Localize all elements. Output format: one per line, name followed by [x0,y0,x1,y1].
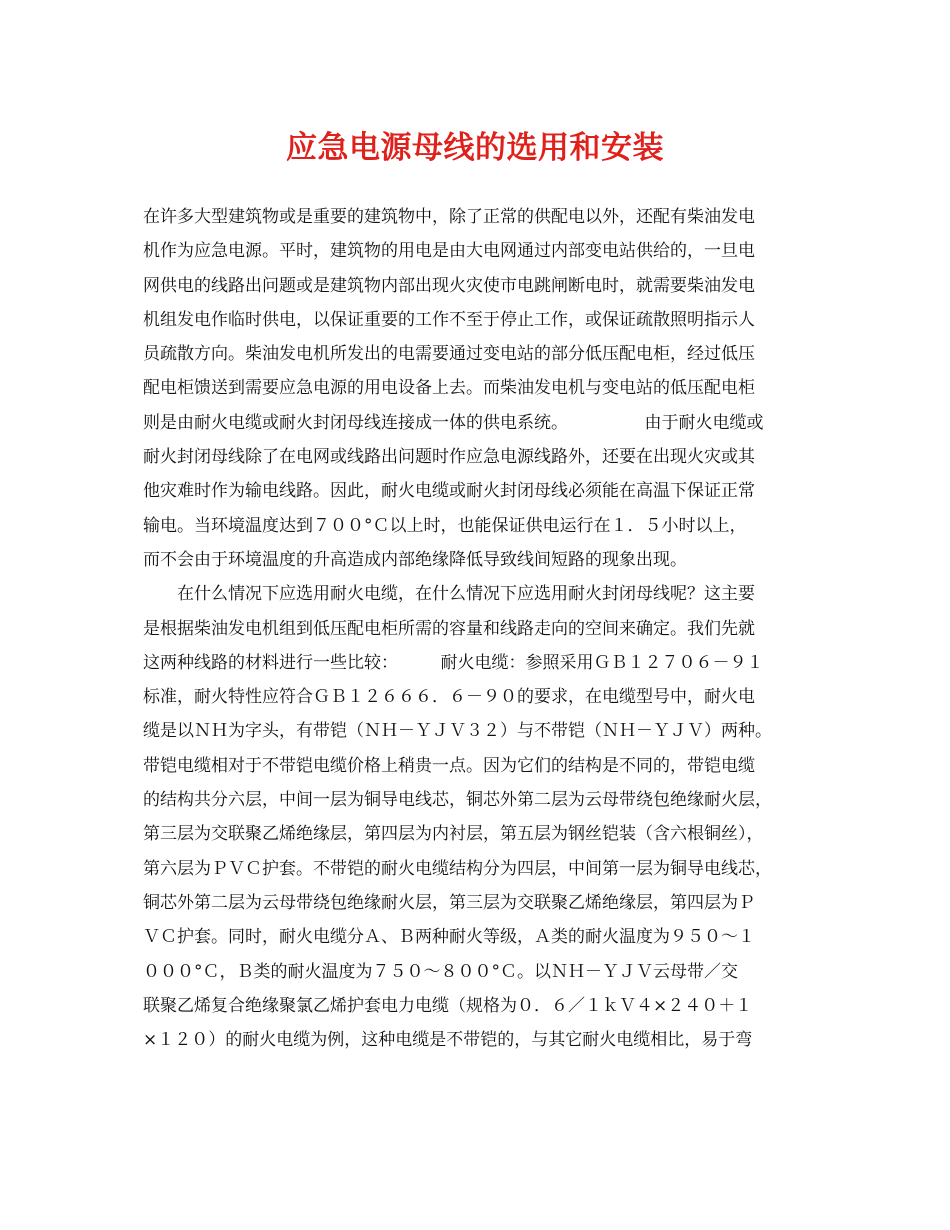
document-body [143,200,823,1057]
body-text-line: 是根据柴油发电机组到低压配电柜所需的容量和线路走向的空间来确定。我们先就 [143,618,755,639]
body-text-line: 这两种线路的材料进行一些比较： 耐火电缆：参照采用ＧＢ１２７０６－９１ [143,652,764,673]
body-text-line: 在什么情况下应选用耐火电缆，在什么情况下应选用耐火封闭母线呢？这主要 [143,584,755,605]
body-text-line: ×１２０）的耐火电缆为例，这种电缆是不带铠的，与其它耐火电缆相比，易于弯 [143,1030,753,1051]
body-text-line: ０００°Ｃ，Ｂ类的耐火温度为７５０～８００°Ｃ。以ＮＨ－ＹＪＶ云母带／交 [143,961,738,982]
body-text-line: 铜芯外第二层为云母带绕包绝缘耐火层，第三层为交联聚乙烯绝缘层，第四层为Ｐ [143,892,755,913]
body-text-line: 标准，耐火特性应符合ＧＢ１２６６６．６－９０的要求，在电缆型号中，耐火电 [143,687,755,708]
body-text-line: 输电。当环境温度达到７００°Ｃ以上时，也能保证供电运行在１．５小时以上， [143,515,747,536]
body-text-line: 他灾难时作为输电线路。因此，耐火电缆或耐火封闭母线必须能在高温下保证正常 [143,481,755,502]
body-text-line: 则是由耐火电缆或耐火封闭母线连接成一体的供电系统。 由于耐火电缆或 [143,412,764,433]
body-text-line: 在许多大型建筑物或是重要的建筑物中，除了正常的供配电以外，还配有柴油发电 [143,207,755,227]
body-text-line: 第六层为ＰＶＣ护套。不带铠的耐火电缆结构分为四层，中间第一层为铜导电线芯， [143,858,772,879]
body-text-line: 的结构共分六层，中间一层为铜导电线芯，铜芯外第二层为云母带绕包绝缘耐火层， [143,790,772,811]
body-text-line: 而不会由于环境温度的升高造成内部绝缘降低导致线间短路的现象出现。 [143,549,687,570]
body-text-line: 配电柜馈送到需要应急电源的用电设备上去。而柴油发电机与变电站的低压配电柜 [143,378,755,399]
body-text-line: 第三层为交联聚乙烯绝缘层，第四层为内衬层，第五层为钢丝铠装（含六根铜丝）， [143,824,764,845]
body-text-line: 机作为应急电源。平时，建筑物的用电是由大电网通过内部变电站供给的，一旦电 [143,241,755,262]
body-text-line: 联聚乙烯复合绝缘聚氯乙烯护套电力电缆（规格为０．６／１ｋＶ４×２４０＋１ [143,995,753,1016]
body-text-line: 耐火封闭母线除了在电网或线路出问题时作应急电源线路外，还要在出现火灾或其 [143,447,755,468]
body-text-line: 缆是以ＮＨ为字头，有带铠（ＮＨ－ＹＪＶ３２）与不带铠（ＮＨ－ＹＪＶ）两种。 [143,721,772,742]
body-text-line: 机组发电作临时供电，以保证重要的工作不至于停止工作，或保证疏散照明指示人 [143,309,755,330]
body-text-line: 带铠电缆相对于不带铠电缆价格上稍贵一点。因为它们的结构是不同的，带铠电缆 [143,755,755,776]
document-title: 应急电源母线的选用和安装 [286,130,664,166]
body-text-line: ＶＣ护套。同时，耐火电缆分Ａ、Ｂ两种耐火等级，Ａ类的耐火温度为９５０～１ [143,927,755,948]
body-text-line: 网供电的线路出问题或是建筑物内部出现火灾使市电跳闸断电时，就需要柴油发电 [143,275,755,296]
body-text-line: 员疏散方向。柴油发电机所发出的电需要通过变电站的部分低压配电柜，经过低压 [143,344,755,365]
